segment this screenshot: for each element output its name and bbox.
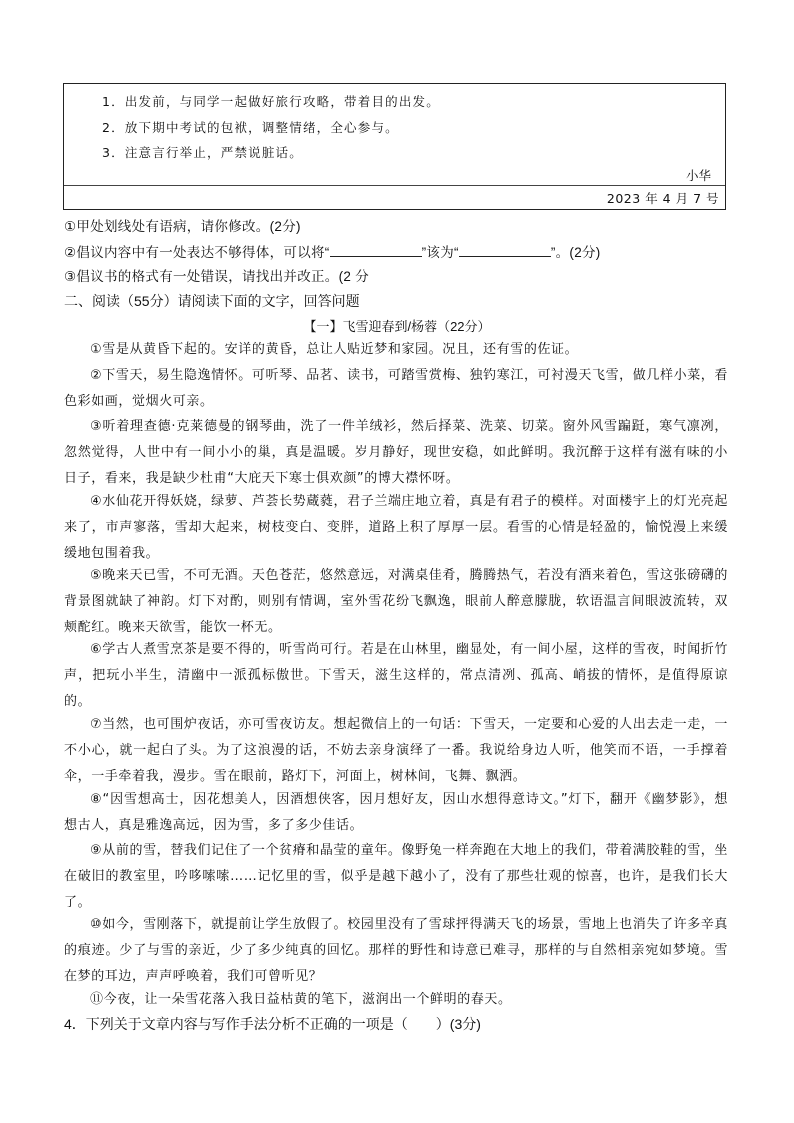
article-paragraph-1: ①雪是从黄昏下起的。安详的黄昏，总让人贴近梦和家园。况且，还有雪的佐证。 (90, 342, 579, 357)
article-paragraph-3: ③听着理查德·克莱德曼的钢琴曲，洗了一件羊绒衫，然后择菜、洗菜、切菜。窗外风雪蹁跹，寒气凛冽，忽然觉得，人世中有一间小小的巢，真是温暖。岁月静好，现世安稳，如此鲜明。我沉醉于这样有滋有味的小日子，看来，我是缺少杜甫“大庇天下寒士俱欢颜”的博大襟怀呀。 (64, 419, 728, 486)
proposal-date: 2023 年 4 月 7 号 (606, 191, 719, 206)
answer-blank-2[interactable] (459, 243, 551, 257)
article-paragraph-2: ②下雪天，易生隐逸情怀。可听琴、品茗、读书，可踏雪赏梅、独钓寒江，可衬漫天飞雪，做几样小菜，看色彩如画，觉烟火可亲。 (64, 368, 728, 409)
proposal-divider (64, 185, 725, 186)
question-2 (64, 243, 601, 262)
article-paragraph-9: ⑨从前的雪，替我们记住了一个贫瘠和晶莹的童年。像野兔一样奔跑在大地上的我们，带着满胶鞋的雪，坐在破旧的教室里，吟哆嗦嗦……记忆里的雪，似乎是越下越小了，没有了那些壮观的惊喜，也许，是我们长大了。 (64, 843, 728, 910)
article-title: 【一】飞雪迎春到/杨蓉（22分） (303, 319, 491, 334)
article-paragraph-11: ⑪今夜，让一朵雪花落入我日益枯黄的笔下，滋润出一个鲜明的春天。 (90, 992, 512, 1007)
article-paragraph-8: ⑧“因雪想高士，因花想美人，因酒想侠客，因月想好友，因山水想得意诗文。”灯下，翻开《幽梦影》，想想古人，真是雅逸高远，因为雪，多了多少佳话。 (64, 792, 728, 833)
answer-blank-1[interactable] (330, 243, 422, 257)
article-paragraph-4: ④水仙花开得妖娆，绿萝、芦荟长势蔵蕤，君子兰端庄地立着，真是有君子的模样。对面楼宇上的灯光亮起来了，市声寥落，雪却大起来，树枝变白、变胖，道路上积了厚厚一层。看雪的心情是轻盈的，愉悦漫上来缓缓地包围着我。 (64, 494, 728, 561)
question-2-text-c: ”。(2分) (550, 245, 601, 260)
article-paragraph-10: ⑩如今，雪刚落下，就提前让学生放假了。校园里没有了雪球抨得满天飞的场景，雪地上也消失了许多辛真的痕迹。少了与雪的亲近，少了多少纯真的回忆。那样的野性和诗意已难寻，那样的与自然相亲宛如梦境。雪在梦的耳边，声声呼唤着，我们可曾听见？ (64, 917, 728, 984)
proposal-box (63, 83, 726, 210)
question-1: ①甲处划线处有语病，请你修改。(2分) (64, 219, 301, 234)
proposal-signature: 小华 (685, 168, 711, 183)
article-paragraph-6: ⑥学古人煮雪烹茶是要不得的，听雪尚可行。若是在山林里，幽显处，有一间小屋，这样的雪夜，时闻折竹声，把玩小半生，清幽中一派孤标傲世。下雪天，滋生这样的，常点清冽、孤高、峭拔的情怀，是值得原谅的。 (64, 642, 728, 709)
proposal-item-2: 2．放下期中考试的包袱，调整情绪，全心参与。 (102, 120, 399, 135)
question-3: ③倡议书的格式有一处错误，请找出并改正。(2 分 (64, 269, 370, 284)
question-4: 4．下列关于文章内容与写作手法分析不正确的一项是（ ）(3分) (64, 1016, 481, 1032)
article-paragraph-7: ⑦当然，也可围炉夜话，亦可雪夜访友。想起微信上的一句话：下雪天，一定要和心爱的人出去走一走，一不小心，就一起白了头。为了这浪漫的话，不妨去亲身演绎了一番。我说给身边人听，他笑而不语，一手撑着伞，一手牵着我，漫步。雪在眼前，路灯下，河面上，树林间，飞舞、飘洒。 (64, 717, 728, 784)
question-2-text-a: ②倡议内容中有一处表达不够得体，可以将“ (64, 245, 330, 260)
question-2-text-b: ”该为“ (421, 245, 459, 260)
proposal-item-3: 3．注意言行举止，严禁说脏话。 (102, 145, 303, 160)
article-paragraph-5: ⑤晚来天已雪，不可无酒。天色苍茫，悠然意远，对满桌佳肴，腾腾热气，若没有酒来着色，雪这张磅礴的背景图就缺了神韵。灯下对酌，则别有情调，室外雪花纷飞飘逸，眼前人醉意朦胧，软语温言间眼波流转，双颊酡红。晚来天欲雪，能饮一杯无。 (64, 568, 728, 635)
proposal-item-1: 1．出发前，与同学一起做好旅行攻略，带着目的出发。 (102, 94, 440, 109)
section-heading: 二、阅读（55分）请阅读下面的文字，回答问题 (64, 293, 360, 309)
